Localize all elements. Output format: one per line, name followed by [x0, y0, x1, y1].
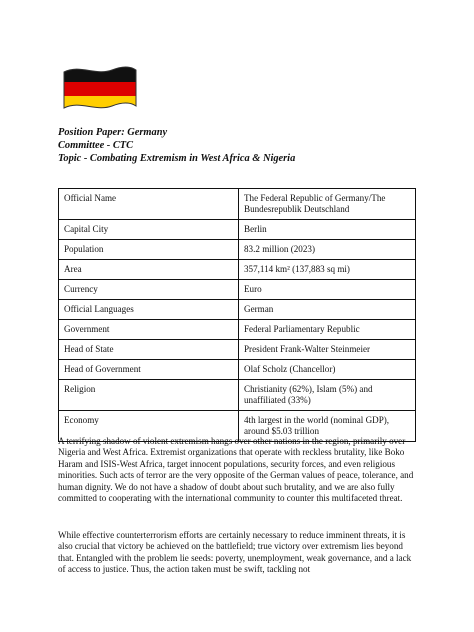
row-value: German [239, 300, 416, 320]
row-label: Government [59, 320, 239, 340]
title-line: Position Paper: Germany [58, 127, 168, 138]
row-label: Religion [59, 380, 239, 411]
row-value: Berlin [239, 220, 416, 240]
row-label: Population [59, 240, 239, 260]
row-label: Capital City [59, 220, 239, 240]
row-label: Area [59, 260, 239, 280]
table-row [59, 320, 416, 340]
germany-flag-icon [60, 62, 140, 118]
row-label: Head of State [59, 340, 239, 360]
row-label: Head of Government [59, 360, 239, 380]
country-info-table [58, 188, 416, 442]
row-value: 4th largest in the world (nominal GDP), around $5.03 trillion [239, 411, 416, 442]
row-value: The Federal Republic of Germany/The Bundesrepublik Deutschland [239, 189, 416, 220]
document-heading [58, 126, 295, 165]
row-label: Official Name [59, 189, 239, 220]
row-label: Official Languages [59, 300, 239, 320]
body-paragraph: A terrifying shadow of violent extremism hangs over other nations in the region, primarily over Nigeria and West Africa. Extremist organizations that operate with reckless brutality, like Boko Haram and ISIS-West Africa, target innocent populations, security forces, and even religious minorities. Such acts of terror are the very opposite of the German values of peace, tolerance, and human dignity. We do not have a shadow of doubt about such brutality, and we are also fully committed to cooperating with the international community to counter this multifaceted threat. [58, 436, 414, 504]
table-row [59, 260, 416, 280]
table-row [59, 220, 416, 240]
flag-stripe-gold [60, 96, 140, 118]
row-value: Christianity (62%), Islam (5%) and unaffiliated (33%) [239, 380, 416, 411]
country-info-table-body [59, 189, 416, 442]
table-row [59, 240, 416, 260]
row-value: Olaf Scholz (Chancellor) [239, 360, 416, 380]
row-value: Federal Parliamentary Republic [239, 320, 416, 340]
committee-line: Committee - CTC [58, 140, 134, 151]
table-row [59, 360, 416, 380]
table-row [59, 380, 416, 411]
flag-stripe-red [60, 82, 140, 96]
topic-line: Topic - Combating Extremism in West Africa & Nigeria [58, 153, 296, 164]
body-paragraph: While effective counterterrorism efforts are certainly necessary to reduce imminent threats, it is also crucial that victory be achieved on the battlefield; true victory over extremism lies beyond that. Entangled with the problem lie seeds: poverty, unemployment, weak governance, and a lack of access to justice. Thus, the action taken must be swift, tackling not [58, 530, 412, 575]
row-value: 357,114 km² (137,883 sq mi) [239, 260, 416, 280]
table-row [59, 189, 416, 220]
row-value: Euro [239, 280, 416, 300]
row-value: President Frank-Walter Steinmeier [239, 340, 416, 360]
table-row [59, 340, 416, 360]
table-row [59, 280, 416, 300]
row-value: 83.2 million (2023) [239, 240, 416, 260]
row-label: Economy [59, 411, 239, 442]
table-row [59, 300, 416, 320]
row-label: Currency [59, 280, 239, 300]
